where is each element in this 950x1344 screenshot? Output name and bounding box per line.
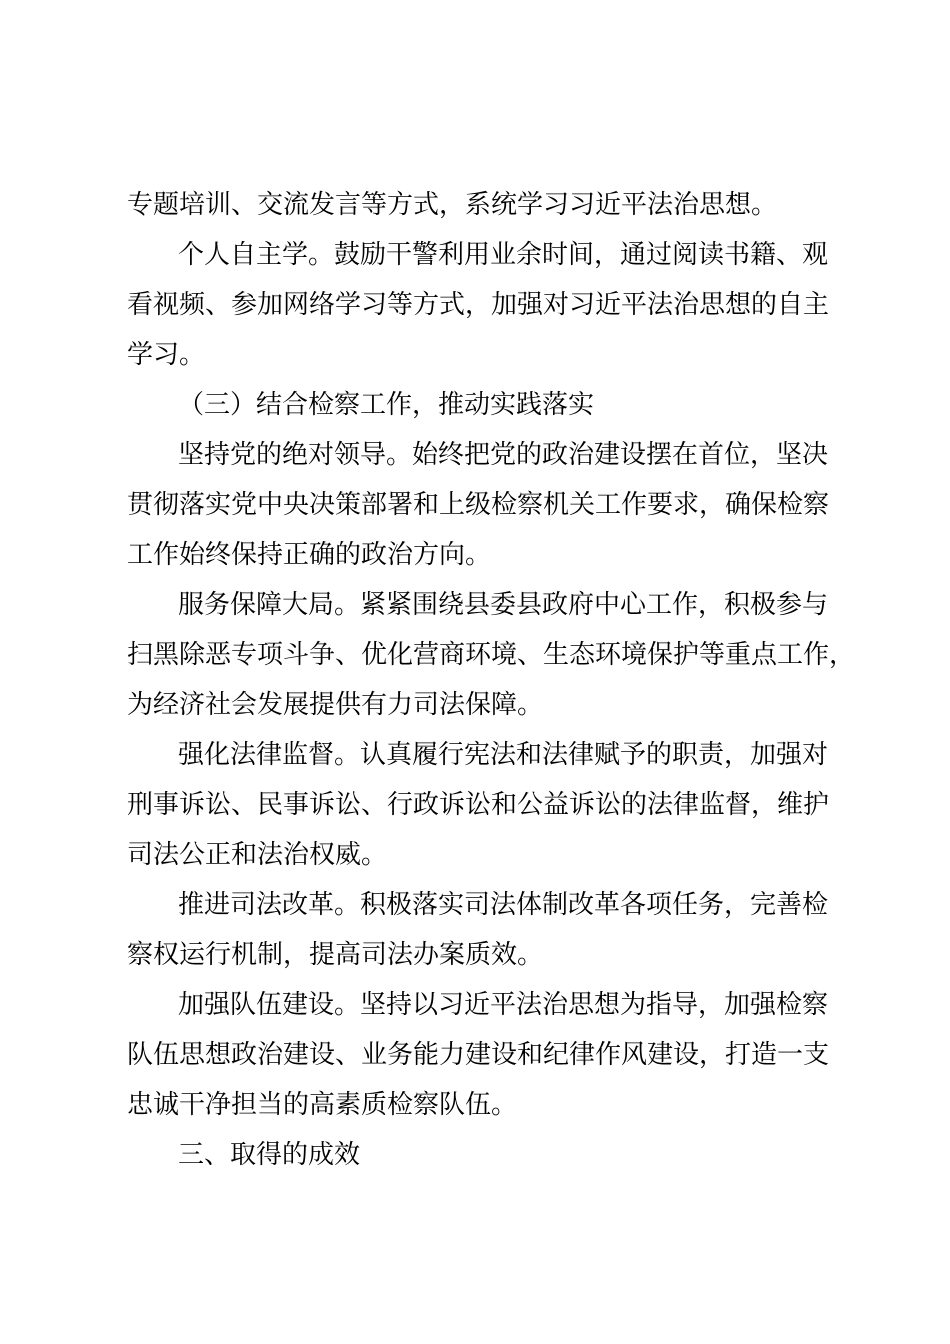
paragraph-first-line: 坚持党的绝对领导。始终把党的政治建设摆在首位，坚决 [178, 440, 829, 470]
paragraph-first-line: 强化法律监督。认真履行宪法和法律赋予的职责，加强对 [178, 740, 829, 770]
paragraph-first-line: 个人自主学。鼓励干警利用业余时间，通过阅读书籍、观 [178, 240, 829, 270]
body-text-line: 看视频、参加网络学习等方式，加强对习近平法治思想的自主 [127, 290, 830, 320]
body-text-line: 贯彻落实党中央决策部署和上级检察机关工作要求，确保检察 [127, 490, 830, 520]
body-text-line: 司法公正和法治权威。 [127, 840, 388, 870]
section-heading: （三）结合检察工作，推动实践落实 [178, 390, 595, 420]
body-text-line: 刑事诉讼、民事诉讼、行政诉讼和公益诉讼的法律监督，维护 [127, 790, 830, 820]
paragraph-first-line: 服务保障大局。紧紧围绕县委县政府中心工作，积极参与 [178, 590, 829, 620]
body-text-line: 学习。 [127, 340, 206, 370]
paragraph-first-line: 推进司法改革。积极落实司法体制改革各项任务，完善检 [178, 890, 829, 920]
section-heading: 三、取得的成效 [178, 1140, 361, 1170]
body-text-line: 察权运行机制，提高司法办案质效。 [127, 940, 544, 970]
body-text-line: 工作始终保持正确的政治方向。 [127, 540, 492, 570]
body-text-line: 专题培训、交流发言等方式，系统学习习近平法治思想。 [127, 190, 778, 220]
paragraph-first-line: 加强队伍建设。坚持以习近平法治思想为指导，加强检察 [178, 990, 829, 1020]
body-text-line: 为经济社会发展提供有力司法保障。 [127, 690, 544, 720]
body-text-line: 扫黑除恶专项斗争、优化营商环境、生态环境保护等重点工作， [127, 640, 856, 670]
body-text-line: 队伍思想政治建设、业务能力建设和纪律作风建设，打造一支 [127, 1040, 830, 1070]
body-text-line: 忠诚干净担当的高素质检察队伍。 [127, 1090, 518, 1120]
